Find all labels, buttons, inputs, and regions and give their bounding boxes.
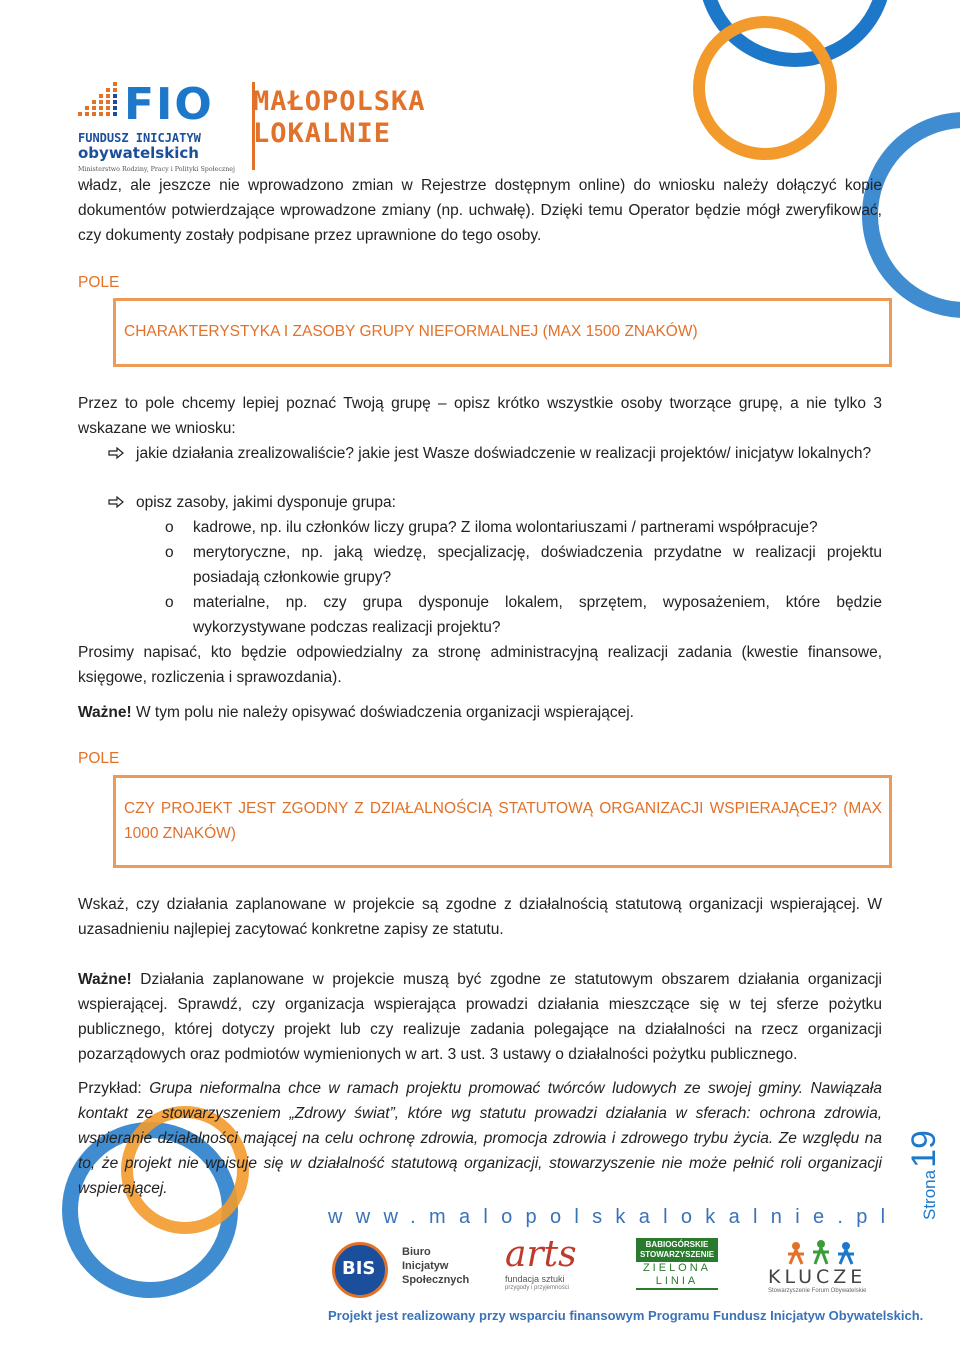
bis-logo: [330, 1240, 470, 1300]
arts-word: arts: [505, 1234, 577, 1275]
babio-line1: BABIOGÓRSKIE: [645, 1240, 709, 1249]
fio-letters: FIO: [124, 80, 214, 130]
intro-paragraph: władz, ale jeszcze nie wprowadzono zmian w Rejestrze dostępnym online) do wniosku należy dołączyć kopie dokumentów potwierdzające wprowadzone zmiany (np. uchwałę). Dzięki temu Operator będzie mógł zweryfikować, czy dokumenty zostały podpisane przez uprawnione do tego osoby.: [78, 177, 882, 244]
section1-intro: Przez to pole chcemy lepiej poznać Twoją grupę – opisz krótko wszystkie osoby tworzące grupę, a nie tylko 3 wskazane we wniosku:: [78, 395, 882, 437]
example-label: Przykład:: [78, 1080, 150, 1097]
section1-closing: Prosimy napisać, kto będzie odpowiedzialny za stronę administracyjną realizacji zadania (kwestie finansowe, księgowe, rozliczenia i sprawozdania).: [78, 644, 882, 686]
important-label: Ważne!: [78, 704, 132, 721]
fio-logo: [78, 80, 238, 175]
section1-sub1: kadrowe, np. ilu członków liczy grupa? Z iloma wolontariuszami / partnerami współpracuje?: [193, 519, 818, 536]
babio-line2: STOWARZYSZENIE: [639, 1250, 715, 1259]
fio-subtitle-line1: FUNDUSZ INICJATYW: [78, 131, 201, 145]
fio-ministry: Ministerstwo Rodziny, Pracy i Polityki Społecznej: [78, 166, 235, 173]
fio-subtitle-line2: obywatelskich: [78, 144, 199, 162]
website-url[interactable]: www.malopolskalokalnie.pl: [328, 1206, 899, 1228]
section1-bullet1: jakie działania zrealizowaliście? jakie jest Wasze doświadczenie w realizacji projektów/ inicjatyw lokalnych?: [136, 445, 872, 462]
pole-label-2: POLE: [78, 750, 120, 767]
malopolska-line2: LOKALNIE: [253, 118, 392, 149]
sub-bullet-marker: o: [165, 544, 174, 561]
zielona-line2: LINIA: [655, 1275, 699, 1287]
people-figures-icon: [766, 1238, 876, 1268]
arts-sub1: fundacja sztuki: [505, 1274, 565, 1284]
pole-label-1: POLE: [78, 274, 120, 291]
bis-short: BIS: [342, 1258, 376, 1279]
zielona-linia-logo: [636, 1238, 718, 1294]
sub-bullet-marker: o: [165, 519, 174, 536]
important-text: Działania zaplanowane w projekcie muszą być zgodne ze statutowym obszarem działania organizacji wspierającej. Sprawdź, czy organizacja wspierająca prowadzi działania mieszczące się w tej sferze pożytku publicznego, której dotyczy projekt lub czy realizuje zadania polegające na działalności na rzecz organizacji pozarządowych oraz podmiotów wymienionych w art. 3 ust. 3 ustawy o działalności pożytku publicznego.: [78, 971, 882, 1063]
bis-line1: Biuro: [402, 1246, 431, 1258]
sub-bullet-marker: o: [165, 594, 174, 611]
top-right-orange-ring: [699, 22, 831, 154]
page-number-value: 19: [905, 1130, 943, 1168]
important-label: Ważne!: [78, 971, 132, 988]
section2-important: [78, 967, 882, 1067]
field-box-1-title: CHARAKTERYSTYKA I ZASOBY GRUPY NIEFORMALNEJ (MAX 1500 ZNAKÓW): [124, 323, 698, 340]
support-note: Projekt jest realizowany przy wsparciu finansowym Programu Fundusz Inicjatyw Obywatelskich.: [328, 1308, 924, 1323]
arts-logo: [505, 1236, 595, 1296]
section1-important: [78, 700, 882, 725]
klucze-logo: [766, 1238, 876, 1298]
bis-line2: Inicjatyw: [402, 1260, 449, 1272]
malopolska-line1: MAŁOPOLSKA: [253, 86, 426, 117]
top-right-blue-ring: [705, 0, 885, 60]
section1-sub2: merytoryczne, np. jaką wiedzę, specjalizację, doświadczenia przydatne w realizacji projektu posiadają członkowie grupy?: [193, 544, 882, 586]
important-text: W tym polu nie należy opisywać doświadczenia organizacji wspierającej.: [131, 704, 634, 721]
arrow-bullet-icon: [108, 496, 124, 508]
klucze-sub: Stowarzyszenie Forum Obywatelskie: [768, 1288, 867, 1294]
malopolska-lokalnie-logo: [253, 86, 483, 156]
example-text: Grupa nieformalna chce w ramach projektu promować twórców ludowych ze swojej gminy. Nawiązała kontakt ze stowarzyszeniem „Zdrowy świat”, które wg statutu prowadzi działania w sferach: ochrona zdrowia, wspieranie działalności mającej na celu ochronę zdrowia, promocja zdrowia i zdrowego trybu życia. Ze względu na to, że projekt nie wpisuje się w działalność statutową organizacji, stowarzyszenie nie może pełnić roli organizacji wspierającej.: [78, 1080, 882, 1197]
zielona-line1: ZIELONA: [642, 1262, 712, 1274]
section1-bullet2: opisz zasoby, jakimi dysponuje grupa:: [136, 494, 396, 511]
section1-sub3: materialne, np. czy grupa dysponuje lokalem, sprzętem, wyposażeniem, które będzie wykorzystywane podczas realizacji projektu?: [193, 594, 882, 636]
field-box-2-title: CZY PROJEKT JEST ZGODNY Z DZIAŁALNOŚCIĄ STATUTOWĄ ORGANIZACJI WSPIERAJĄCEJ? (MAX 1000 ZNAKÓW): [124, 800, 882, 842]
section2-intro: Wskaż, czy działania zaplanowane w projekcie są zgodne z działalnością statutową organizacji wspierającej. W uzasadnieniu najlepiej zacytować konkretne zapisy ze statutu.: [78, 896, 882, 938]
page-label: Strona: [920, 1169, 939, 1220]
bis-line3: Społecznych: [402, 1274, 470, 1286]
section2-example: [78, 1076, 882, 1201]
arts-sub2: przygody i przyjemności: [505, 1285, 570, 1291]
right-blue-ring: [870, 120, 960, 310]
arrow-bullet-icon: [108, 447, 124, 459]
page-number: [905, 1120, 945, 1220]
klucze-word: KLUCZE: [768, 1266, 867, 1288]
